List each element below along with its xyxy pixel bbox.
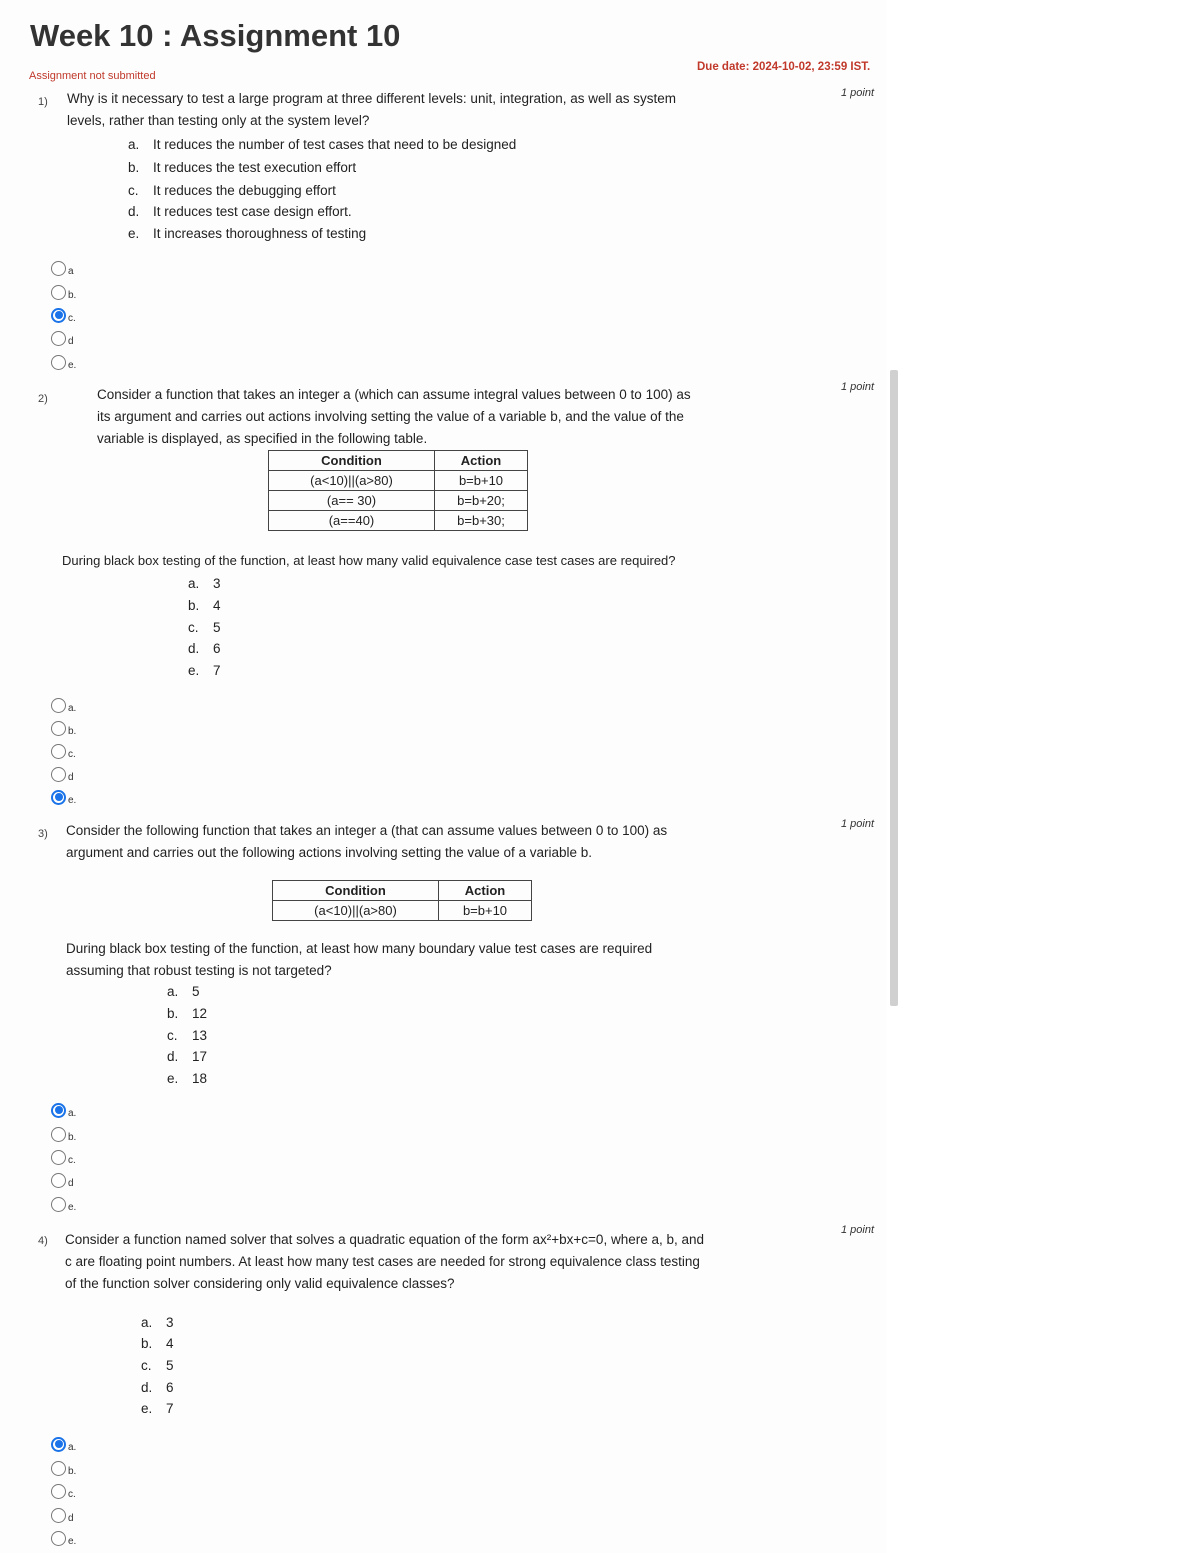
radio-button[interactable] bbox=[51, 285, 66, 300]
table-row bbox=[269, 491, 528, 511]
radio-button[interactable] bbox=[51, 767, 66, 782]
radio-option-e[interactable]: e. bbox=[51, 1194, 76, 1214]
question-number: 2) bbox=[38, 393, 48, 405]
question-points: 1 point bbox=[841, 818, 875, 830]
option-text: e. 7 bbox=[188, 663, 221, 678]
option-text: a. 3 bbox=[188, 576, 221, 591]
radio-button[interactable] bbox=[51, 1197, 66, 1212]
option-text: d. 6 bbox=[188, 641, 221, 656]
option-text: e. 7 bbox=[141, 1401, 174, 1416]
option-text: b. It reduces the test execution effort bbox=[128, 160, 357, 175]
radio-option-a[interactable]: a. bbox=[51, 1434, 76, 1454]
question-text bbox=[65, 1229, 738, 1295]
radio-button[interactable] bbox=[51, 1484, 66, 1499]
radio-option-b[interactable]: b. bbox=[51, 718, 76, 738]
table-header: Condition bbox=[269, 451, 435, 471]
radio-option-d[interactable]: d bbox=[51, 328, 74, 348]
radio-button[interactable] bbox=[51, 744, 66, 759]
radio-button[interactable] bbox=[51, 790, 66, 805]
radio-option-c[interactable]: c. bbox=[51, 1481, 76, 1501]
option-text: b. 4 bbox=[141, 1336, 174, 1351]
question-text-line: During black box testing of the function, at least how many boundary value test cases are required bbox=[66, 941, 653, 956]
option-text: c. 13 bbox=[167, 1028, 208, 1043]
radio-button[interactable] bbox=[51, 698, 66, 713]
question-text-line: Why is it necessary to test a large program at three different levels: unit, integration, as well as system bbox=[67, 91, 677, 106]
radio-button[interactable] bbox=[51, 331, 66, 346]
radio-option-e[interactable]: e. bbox=[51, 1528, 76, 1548]
radio-button[interactable] bbox=[51, 1150, 66, 1165]
option-text: e. It increases thoroughness of testing bbox=[128, 226, 367, 241]
question-text-line: of the function solver considering only valid equivalence classes? bbox=[65, 1276, 455, 1291]
radio-button[interactable] bbox=[51, 1508, 66, 1523]
question-points: 1 point bbox=[841, 87, 875, 99]
radio-button[interactable] bbox=[51, 1103, 66, 1118]
question-text-line: c are floating point numbers. At least how many test cases are needed for strong equivalence class testing bbox=[65, 1254, 700, 1269]
option-text: c. 5 bbox=[188, 620, 221, 635]
radio-option-c[interactable]: c. bbox=[51, 1147, 76, 1167]
question-text-line: its argument and carries out actions involving setting the value of a variable b, and the value of the bbox=[97, 409, 684, 424]
radio-option-a[interactable]: a bbox=[51, 258, 74, 278]
question-text-line: argument and carries out the following actions involving setting the value of a variable b. bbox=[66, 845, 593, 860]
question-text-line: levels, rather than testing only at the system level? bbox=[67, 113, 370, 128]
radio-option-e[interactable]: e. bbox=[51, 352, 76, 372]
radio-option-a[interactable]: a. bbox=[51, 695, 76, 715]
radio-option-b[interactable]: b. bbox=[51, 1458, 76, 1478]
submission-status: Assignment not submitted bbox=[29, 70, 156, 82]
radio-button[interactable] bbox=[51, 355, 66, 370]
radio-button[interactable] bbox=[51, 721, 66, 736]
radio-button[interactable] bbox=[51, 1461, 66, 1476]
radio-option-b[interactable]: b. bbox=[51, 1124, 76, 1144]
option-text: e. 18 bbox=[167, 1071, 208, 1086]
question-points: 1 point bbox=[841, 381, 875, 393]
question-points: 1 point bbox=[841, 1224, 875, 1236]
radio-option-d[interactable]: d bbox=[51, 1505, 74, 1525]
question-text bbox=[67, 88, 712, 132]
radio-option-c[interactable]: c. bbox=[51, 741, 76, 761]
scrollbar[interactable] bbox=[890, 370, 898, 1006]
option-text: b. 4 bbox=[188, 598, 221, 613]
radio-button[interactable] bbox=[51, 1437, 66, 1452]
question-text-line: variable is displayed, as specified in the following table. bbox=[97, 431, 428, 446]
radio-option-a[interactable]: a. bbox=[51, 1100, 76, 1120]
table-header: Condition bbox=[273, 881, 439, 901]
subquestion-text: During black box testing of the function, at least how many valid equivalence case test cases are required? bbox=[62, 553, 676, 568]
table-cell: b=b+10 bbox=[439, 901, 532, 921]
option-text: d. It reduces test case design effort. bbox=[128, 204, 352, 219]
table-row bbox=[273, 901, 532, 921]
option-text: c. It reduces the debugging effort bbox=[128, 183, 336, 198]
table-cell: (a<10)||(a>80) bbox=[269, 471, 435, 491]
condition-action-table bbox=[272, 880, 532, 921]
radio-button[interactable] bbox=[51, 1531, 66, 1546]
question-text-line: Consider the following function that takes an integer a (that can assume values between 0 to 100) as bbox=[66, 823, 668, 838]
question-number: 1) bbox=[38, 96, 48, 108]
radio-option-b[interactable]: b. bbox=[51, 282, 76, 302]
table-row bbox=[269, 511, 528, 531]
question-number: 3) bbox=[38, 828, 48, 840]
question-text bbox=[66, 820, 739, 864]
condition-action-table bbox=[268, 450, 528, 531]
option-text: b. 12 bbox=[167, 1006, 208, 1021]
radio-option-d[interactable]: d bbox=[51, 1170, 74, 1190]
table-cell: b=b+20; bbox=[435, 491, 528, 511]
option-text: a. It reduces the number of test cases that need to be designed bbox=[128, 137, 517, 152]
radio-button[interactable] bbox=[51, 1173, 66, 1188]
question-text-line: assuming that robust testing is not targeted? bbox=[66, 963, 332, 978]
table-cell: b=b+30; bbox=[435, 511, 528, 531]
page-title: Week 10 : Assignment 10 bbox=[30, 18, 401, 53]
table-cell: b=b+10 bbox=[435, 471, 528, 491]
table-cell: (a== 30) bbox=[269, 491, 435, 511]
table-row bbox=[269, 471, 528, 491]
table-cell: (a<10)||(a>80) bbox=[273, 901, 439, 921]
radio-button[interactable] bbox=[51, 261, 66, 276]
option-text: a. 3 bbox=[141, 1315, 174, 1330]
question-number: 4) bbox=[38, 1235, 48, 1247]
question-text-line: Consider a function that takes an integer a (which can assume integral values between 0 to 100) as bbox=[97, 387, 691, 402]
radio-option-d[interactable]: d bbox=[51, 764, 74, 784]
subquestion-text bbox=[66, 938, 739, 982]
due-date: Due date: 2024-10-02, 23:59 IST. bbox=[697, 61, 871, 73]
table-cell: (a==40) bbox=[269, 511, 435, 531]
option-text: d. 17 bbox=[167, 1049, 208, 1064]
table-header: Action bbox=[435, 451, 528, 471]
question-text-line: Consider a function named solver that solves a quadratic equation of the form ax²+bx+c=0, where a, b, and bbox=[65, 1232, 705, 1247]
option-text: c. 5 bbox=[141, 1358, 174, 1373]
radio-option-e[interactable]: e. bbox=[51, 787, 76, 807]
question-text bbox=[97, 384, 737, 450]
option-text: d. 6 bbox=[141, 1380, 174, 1395]
radio-button[interactable] bbox=[51, 308, 66, 323]
radio-option-c[interactable]: c. bbox=[51, 305, 76, 325]
table-header: Action bbox=[439, 881, 532, 901]
radio-button[interactable] bbox=[51, 1127, 66, 1142]
option-text: a. 5 bbox=[167, 984, 200, 999]
